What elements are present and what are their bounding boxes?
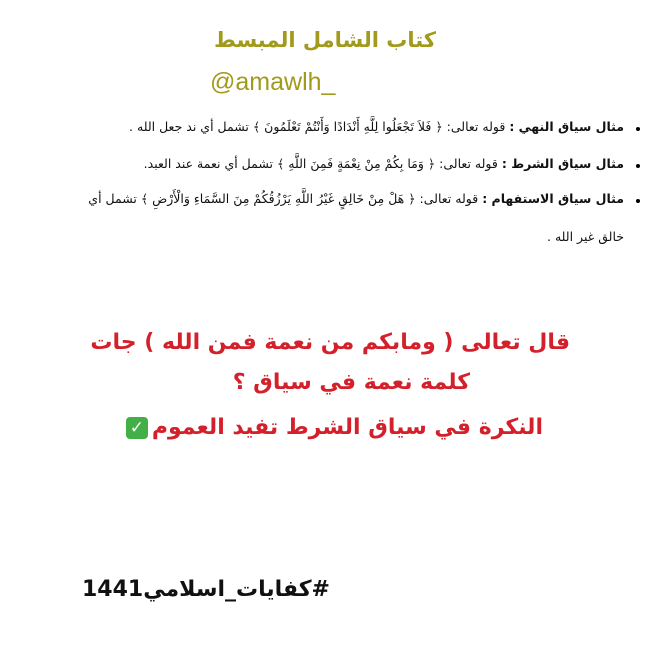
book-title: كتاب الشامل المبسط	[213, 28, 437, 52]
bullet-icon	[636, 127, 640, 131]
example-tail: تشمل أي ند جعل الله .	[129, 119, 249, 134]
bullet-icon	[636, 199, 640, 203]
example-istifham	[88, 191, 624, 206]
example-label: مثال سياق النهي :	[509, 119, 624, 134]
example-intro: قوله تعالى:	[419, 191, 479, 206]
example-tail: تشمل أي نعمة عند العبد.	[143, 156, 273, 171]
hashtag: #كفايات_اسلامي1441	[82, 577, 330, 602]
example-verse: ﴿ فَلاَ تَجْعَلُوا لِلَّهِ أَنْدَادًا وَأَنْتُمْ تَعْلَمُونَ ﴾	[252, 119, 443, 134]
check-mark-icon: ✓	[126, 417, 148, 439]
example-shart	[144, 156, 624, 171]
example-continuation: خالق غير الله .	[547, 229, 624, 244]
question-line-2: كلمة نعمة في سياق ؟	[232, 370, 470, 395]
example-intro: قوله تعالى:	[439, 156, 498, 171]
example-label: مثال سياق الاستفهام :	[482, 191, 624, 206]
example-tail: تشمل أي	[88, 191, 137, 206]
example-verse: ﴿ هَلْ مِنْ خَالِقٍ غَيْرُ اللَّهِ يَرْزُقُكُمْ مِنَ السَّمَاءِ وَالْأَرْضِ ﴾	[140, 191, 416, 206]
author-handle: @amawlh_	[210, 68, 336, 96]
question-line-1: قال تعالى ( ومابكم من نعمة فمن الله ) جات	[90, 330, 570, 355]
answer-line	[126, 415, 543, 440]
example-intro: قوله تعالى:	[446, 119, 506, 134]
example-label: مثال سياق الشرط :	[501, 156, 624, 171]
example-verse: ﴿ وَمَا بِكُمْ مِنْ نِعْمَةٍ فَمِنَ اللَّهِ ﴾	[276, 156, 436, 171]
example-nahy	[129, 119, 624, 134]
answer-text: النكرة في سياق الشرط تفيد العموم	[151, 415, 543, 440]
bullet-icon	[636, 164, 640, 168]
